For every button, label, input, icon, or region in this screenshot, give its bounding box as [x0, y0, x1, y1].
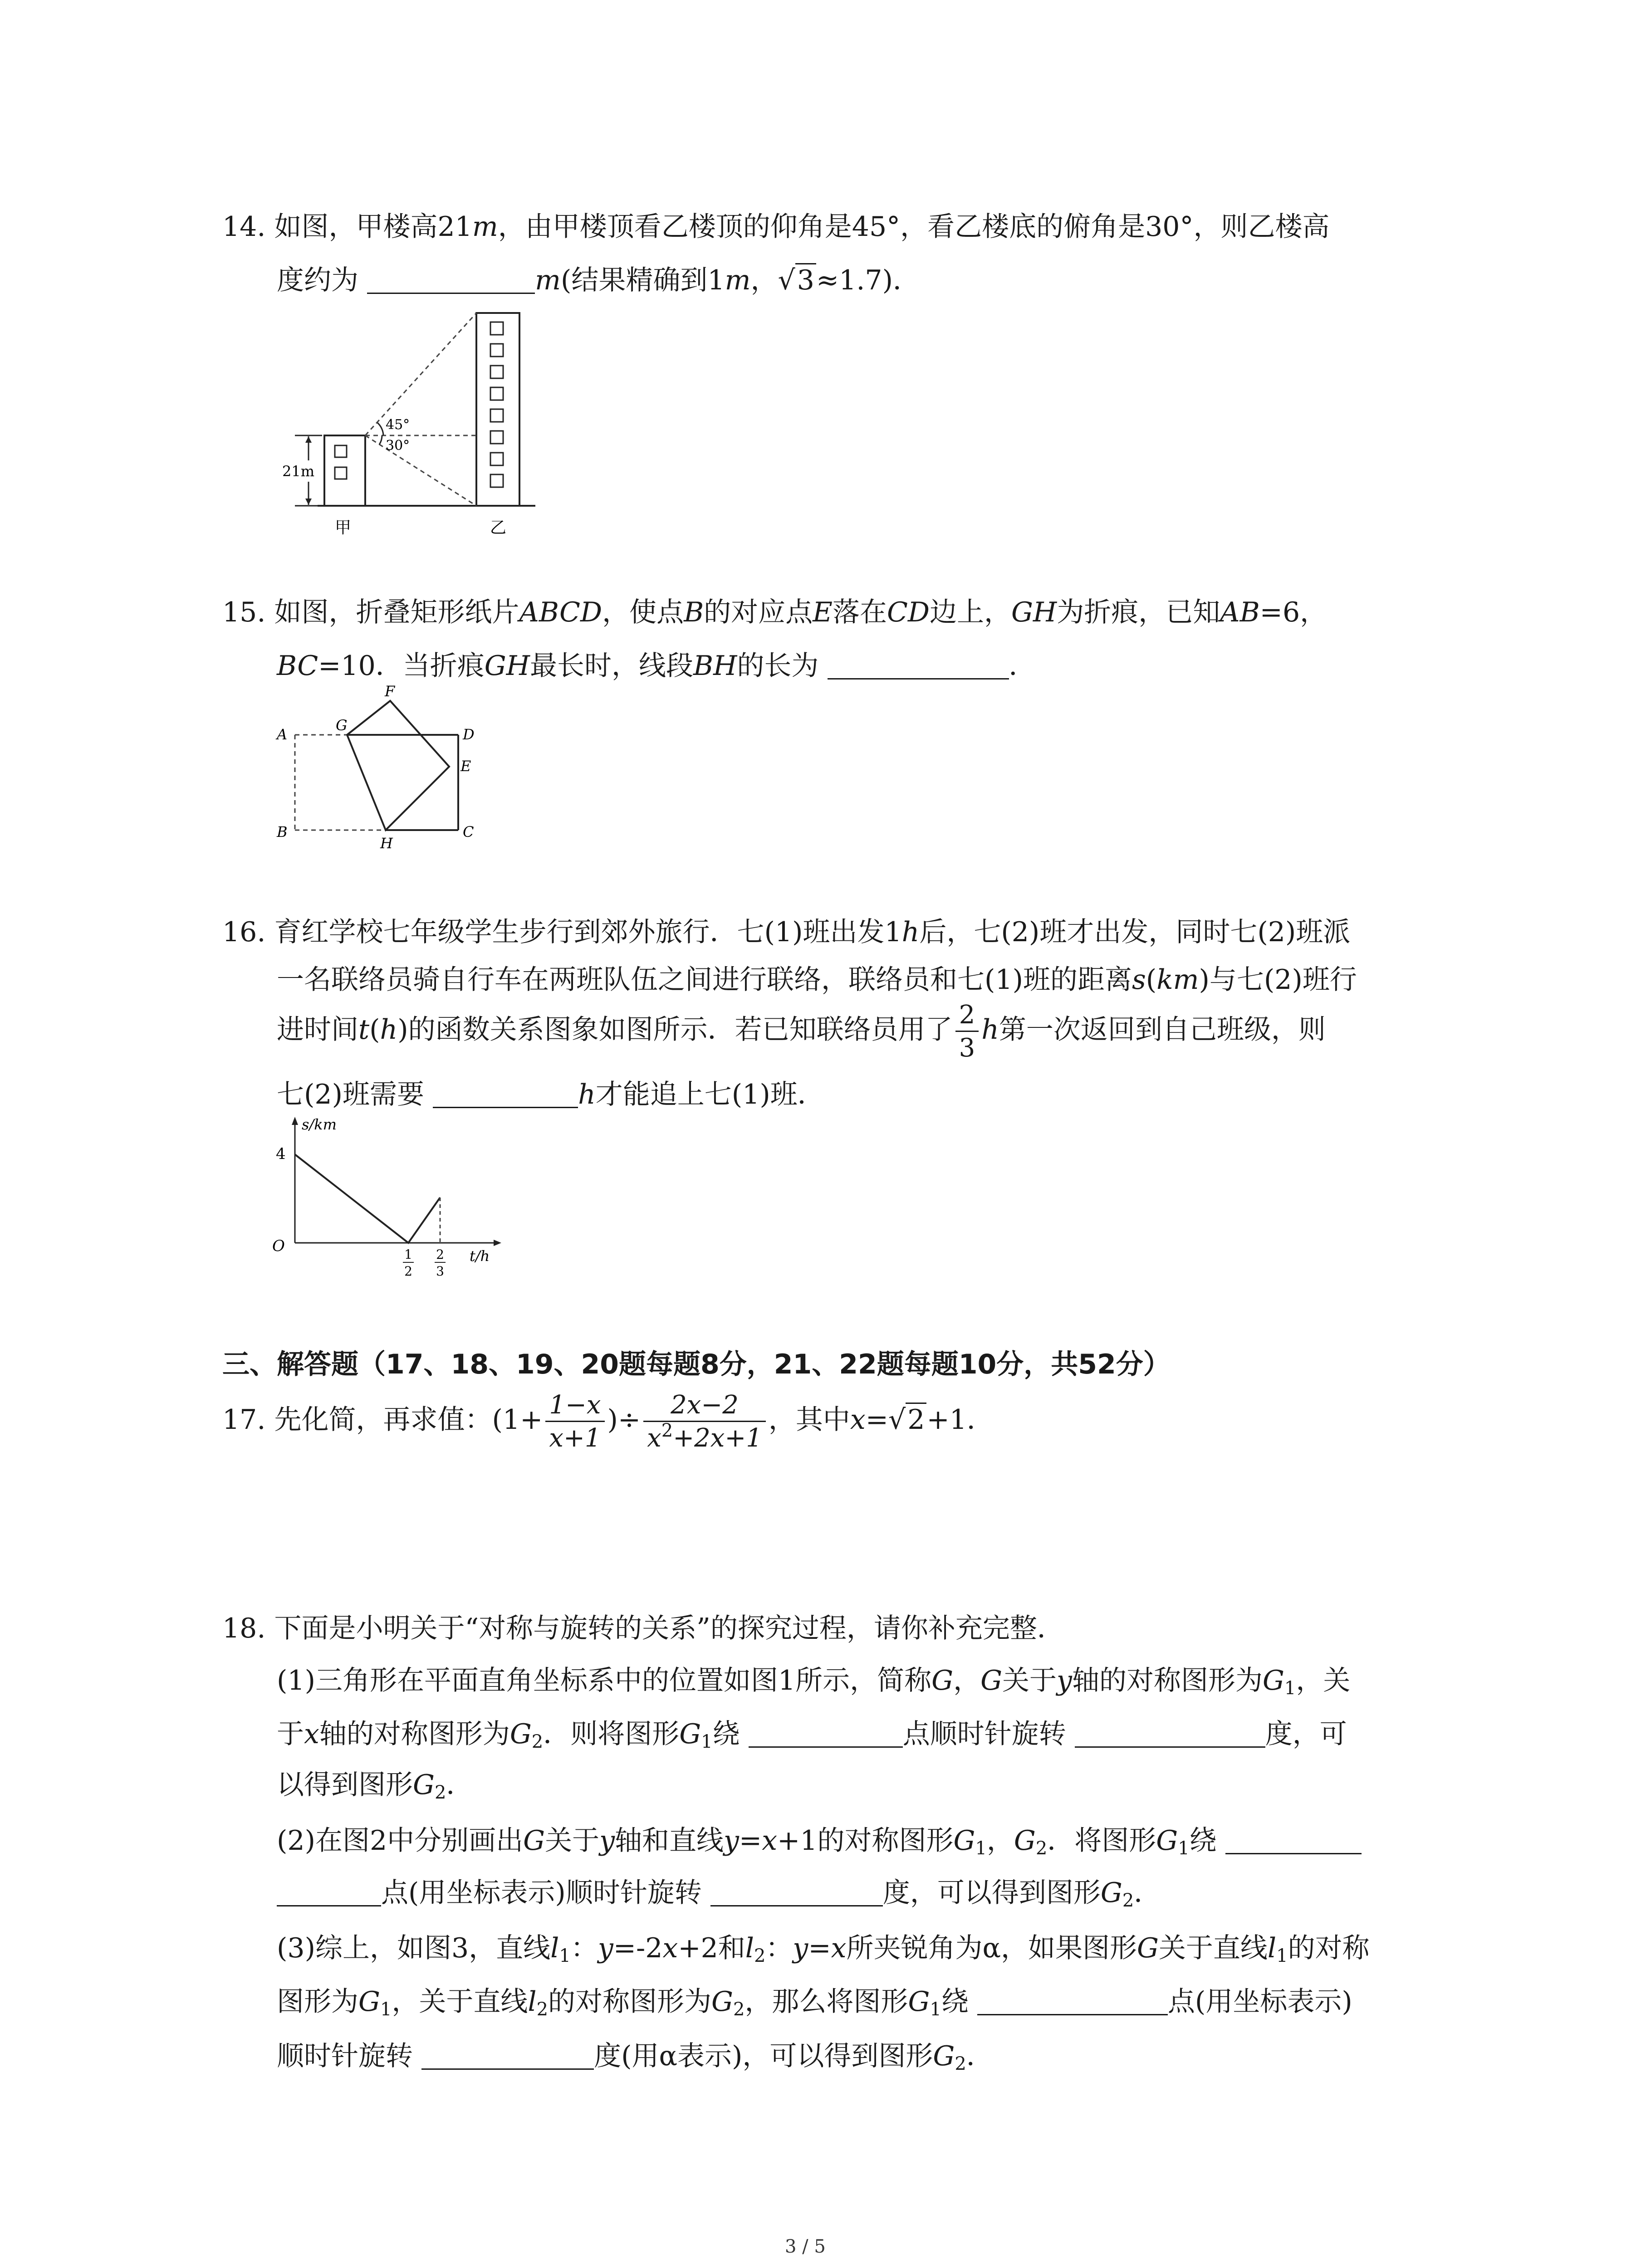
point-C-label: C	[463, 823, 474, 841]
q18-p2-line1: (2)在图2中分别画出G关于y轴和直线y=x+1的对称图形$G_1$，$G_2$．将图形$G_1$绕	[277, 1826, 1362, 1854]
q15-line1: 15. 如图，折叠矩形纸片ABCD，使点B的对应点E落在CD边上，GH为折痕，已知AB=6，	[222, 596, 1327, 628]
tick-twothird-den: 3	[436, 1264, 444, 1279]
q16-graph	[263, 1107, 517, 1297]
point-B-label: B	[277, 823, 288, 841]
q18-p2-blank-point-a[interactable]	[1225, 1826, 1362, 1854]
point-H-label: H	[380, 835, 393, 852]
q15-answer-blank[interactable]	[828, 651, 1009, 679]
tick-half-num: 1	[404, 1247, 412, 1262]
height-label: 21m	[282, 463, 315, 480]
page-number: 3 / 5	[785, 2236, 826, 2257]
tick-twothird-num: 2	[436, 1247, 444, 1262]
q16-line2: 一名联络员骑自行车在两班队伍之间进行联络，联络员和七(1)班的距离s(km)与七(2)班行	[277, 964, 1357, 996]
yi-label: 乙	[490, 518, 507, 537]
graph-origin-label: O	[272, 1237, 285, 1255]
point-F-label: F	[385, 683, 395, 700]
point-E-label: E	[460, 758, 471, 775]
q18-p1-line3: 以得到图形$G_2$．	[277, 1769, 474, 1803]
q14-building-figure	[277, 304, 549, 549]
angle-30-label: 30°	[386, 438, 410, 454]
q16-answer-blank[interactable]	[433, 1080, 578, 1108]
q18-p2-blank-point-b[interactable]	[277, 1878, 381, 1906]
tick-half-den: 2	[404, 1264, 412, 1279]
point-D-label: D	[463, 726, 475, 743]
q18-p1-blank-point[interactable]	[749, 1719, 903, 1748]
angle-45-label: 45°	[386, 417, 410, 433]
q18-p1-line1: (1)三角形在平面直角坐标系中的位置如图1所示，简称G，G关于y轴的对称图形为$G_1$，关	[277, 1665, 1351, 1699]
q18-p1-blank-degree[interactable]	[1075, 1719, 1265, 1748]
q18-p3-line3: 顺时针旋转 度(用α表示)，可以得到图形$G_2$．	[277, 2040, 994, 2074]
point-A-label: A	[277, 726, 288, 743]
q14-answer-blank[interactable]	[367, 265, 535, 294]
q15-fold-figure	[268, 680, 522, 857]
q18-p2-blank-degree[interactable]	[710, 1878, 883, 1906]
q18-p1-line2: 于x轴的对称图形为$G_2$．则将图形$G_1$绕 点顺时针旋转 度，可	[277, 1718, 1347, 1752]
q18-p3-blank-point[interactable]	[977, 1987, 1168, 2015]
q18-intro: 18. 下面是小明关于“对称与旋转的关系”的探究过程，请你补充完整．	[222, 1613, 1064, 1644]
graph-xlabel: t/h	[470, 1247, 490, 1265]
q16-line1: 16. 育红学校七年级学生步行到郊外旅行．七(1)班出发1h后，七(2)班才出发，同时七(2)班派	[222, 916, 1351, 948]
q15-line2: BC=10．当折痕GH最长时，线段BH的长为 ．	[277, 650, 1036, 682]
q18-p3-line1: (3)综上，如图3，直线$l_1$：y=-2x+2和$l_2$：y=x所夹锐角为α，如果图形G关于直线$l_1$的对称	[277, 1932, 1370, 1966]
jia-label: 甲	[335, 518, 352, 537]
q16-line4: 七(2)班需要 h才能追上七(1)班．	[277, 1079, 825, 1110]
q18-p3-blank-degree[interactable]	[421, 2041, 594, 2070]
section3-heading: 三、解答题（17、18、19、20题每题8分，21、22题每题10分，共52分）	[222, 1349, 1171, 1380]
graph-y4-label: 4	[276, 1145, 286, 1163]
q16-line3: 进时间t(h)的函数关系图象如图所示．若已知联络员用了 $\frac{2}{3}$ h第一次返回到自己班级，则	[277, 1000, 1326, 1063]
q14-line2: 度约为 m(结果精确到1m，√3≈1.7)．	[277, 265, 920, 294]
q18-p2-line2: 点(用坐标表示)顺时针旋转 度，可以得到图形$G_2$．	[277, 1878, 1161, 1906]
q14-line1: 14. 如图，甲楼高21m，由甲楼顶看乙楼顶的仰角是45°，看乙楼底的俯角是30°，则乙楼高	[222, 211, 1330, 243]
q17-line: 17. 先化简，再求值：(1+ $\frac{1-x}{x+1}$ )÷ $\frac{2x-2}{x^2+2x+1}$ ，其中x=√2+1．	[222, 1390, 994, 1453]
point-G-label: G	[336, 717, 348, 734]
graph-ylabel: s/km	[302, 1116, 337, 1133]
q18-p3-line2: 图形为$G_1$，关于直线$l_2$的对称图形为$G_2$，那么将图形$G_1$绕 点(用坐标表示)	[277, 1986, 1352, 2020]
